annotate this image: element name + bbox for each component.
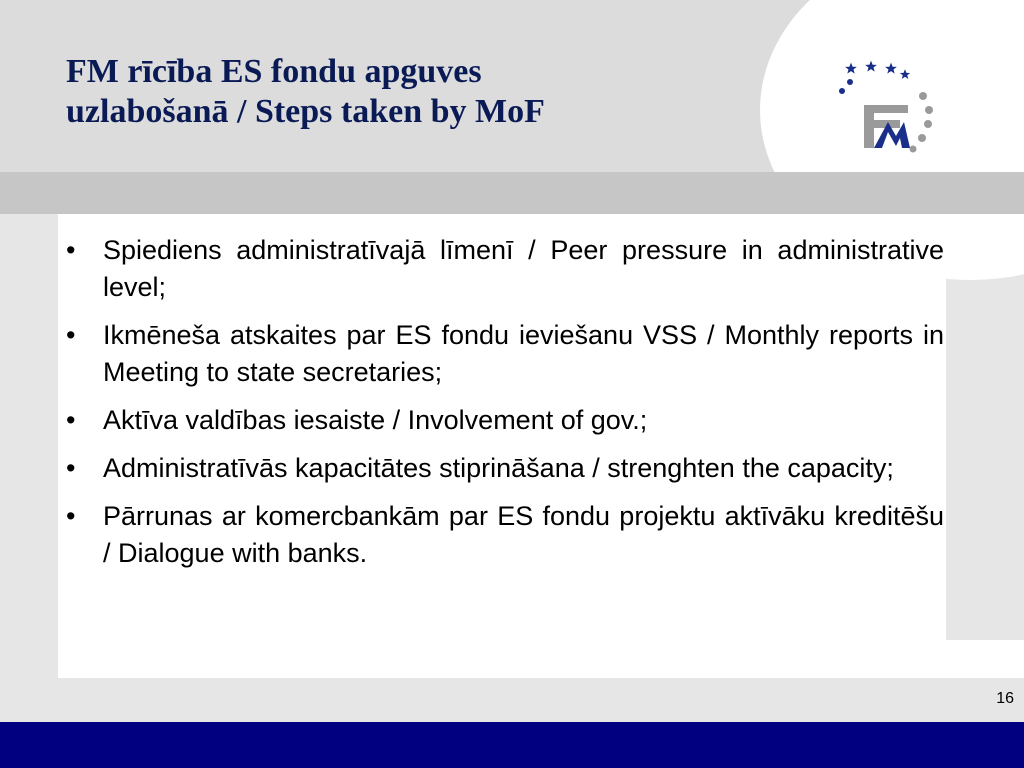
bullet-text: Ikmēneša atskaites par ES fondu ieviešanu VSS / Monthly reports in Meeting to state secretaries; <box>103 320 944 387</box>
title-line-2: uzlabošanā / Steps taken by MoF <box>66 93 545 130</box>
slide-title <box>66 52 545 132</box>
list-item <box>58 232 944 306</box>
content-panel <box>58 214 946 640</box>
bullet-marker: • <box>66 320 76 350</box>
bullet-text: Pārrunas ar komercbankām par ES fondu projektu aktīvāku kreditēšu / Dialogue with banks. <box>103 501 944 568</box>
footer-bar <box>0 722 1024 768</box>
bullet-marker: • <box>66 501 76 531</box>
bullet-text: Spiediens administratīvajā līmenī / Peer pressure in administrative level; <box>103 235 944 302</box>
list-item <box>58 450 944 487</box>
list-item <box>58 498 944 572</box>
list-item <box>58 317 944 391</box>
fm-logo-icon <box>830 60 940 160</box>
bullet-list <box>58 232 944 583</box>
page-number: 16 <box>996 690 1014 707</box>
bullet-marker: • <box>66 405 76 435</box>
bullet-marker: • <box>66 453 76 483</box>
bullet-text: Administratīvās kapacitātes stiprināšana / strenghten the capacity; <box>103 453 894 483</box>
divider-strip <box>0 172 1024 214</box>
list-item <box>58 402 944 439</box>
content-panel-lower <box>58 640 1024 678</box>
title-line-1: FM rīcība ES fondu apguves <box>66 53 482 90</box>
bullet-text: Aktīva valdības iesaiste / Involvement of gov.; <box>103 405 648 435</box>
eu-stars-icon <box>845 61 910 79</box>
bullet-marker: • <box>66 235 76 265</box>
